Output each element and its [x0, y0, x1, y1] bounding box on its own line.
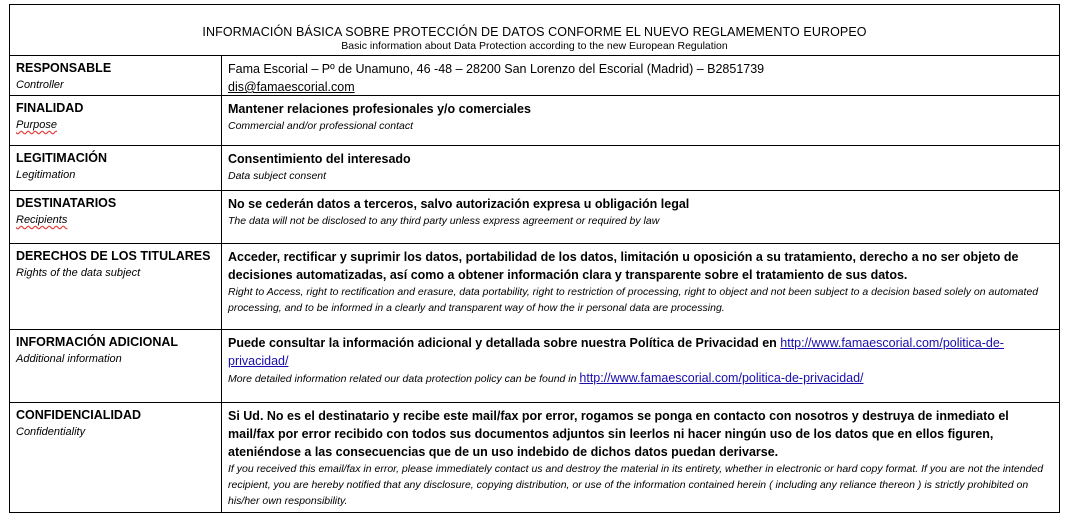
value-en: The data will not be disclosed to any third party unless express agreement or required by law: [228, 215, 660, 227]
controller-address: Fama Escorial – Pº de Unamuno, 46 -48 – 28200 San Lorenzo del Escorial (Madrid) – B2851739: [228, 62, 765, 76]
value-cell: [222, 330, 1059, 402]
label-en: Rights of the data subject: [16, 267, 141, 279]
label-en: Controller: [16, 79, 64, 91]
label-en: Purpose: [16, 119, 57, 131]
label-es: DERECHOS DE LOS TITULARES: [16, 249, 211, 263]
value-es: Acceder, rectificar y suprimir los datos, portabilidad de los datos, limitación u oposición a su tratamiento, derecho a no ser objeto de decisiones automatizadas, así como a obtener información clara y transparente sobre el tratamiento de sus datos.: [228, 250, 1019, 282]
value-en: If you received this email/fax in error, please immediately contact us and destroy the material in its entirety, whether in electronic or hard copy format. If you are not the intended recipient, you are hereby notified that any disclosure, copying distribution, or use of the information contained herein ( including any reliance thereon ) is strictly prohibited on his/her own responsibility.: [228, 463, 1044, 507]
label-cell: [10, 330, 222, 402]
value-es: No se cederán datos a terceros, salvo autorización expresa u obligación legal: [228, 197, 690, 211]
label-cell: [10, 96, 222, 145]
value-cell: [222, 96, 1059, 145]
label-en: Legitimation: [16, 169, 76, 181]
data-protection-table: [9, 4, 1060, 513]
table-row-legitimation: [10, 146, 1059, 191]
value-es: Si Ud. No es el destinatario y recibe este mail/fax por error, rogamos se ponga en contacto con nosotros y destruya de inmediato el mail/fax por error recibido con todos sus documentos adjuntos sin leerlos ni hacer ningún uso de los datos que en ellos figuren, ateniéndose a las consecuencias que de un uso indebido de dichos datos puedan derivarse.: [228, 409, 1009, 459]
label-cell: [10, 56, 222, 95]
value-en-text: More detailed information related our data protection policy can be found in: [228, 373, 580, 385]
table-row-recipients: [10, 191, 1059, 244]
value-es-text: Puede consultar la información adicional y detallada sobre nuestra Política de Privacidad en: [228, 336, 781, 350]
value-en: [228, 370, 1053, 387]
table-row-additional-info: [10, 330, 1059, 403]
label-cell: [10, 191, 222, 243]
label-cell: [10, 146, 222, 190]
label-en: Additional information: [16, 353, 122, 365]
label-cell: [10, 403, 222, 512]
controller-email[interactable]: dis@famaescorial.com: [228, 80, 355, 94]
value-cell: [222, 244, 1059, 329]
label-es: INFORMACIÓN ADICIONAL: [16, 335, 179, 349]
value-cell: [222, 191, 1059, 243]
value-es: Mantener relaciones profesionales y/o comerciales: [228, 102, 531, 116]
table-row-confidentiality: [10, 403, 1059, 512]
table-row-rights: [10, 244, 1059, 330]
label-es: LEGITIMACIÓN: [16, 151, 107, 165]
label-es: DESTINATARIOS: [16, 196, 117, 210]
value-en: Right to Access, right to rectification and erasure, data portability, right to restriction of processing, right to object and not been subject to a decision based solely on automated processing, and to be informed in a clearly and transparent way of how the ir personal data are processing.: [228, 286, 1039, 314]
label-es: RESPONSABLE: [16, 61, 112, 75]
table-title: INFORMACIÓN BÁSICA SOBRE PROTECCIÓN DE DATOS CONFORME EL NUEVO REGLAMEMENTO EUROPEO: [202, 25, 867, 39]
value-cell: [222, 146, 1059, 190]
value-cell: [222, 403, 1059, 512]
value-cell: [222, 56, 1059, 95]
value-en: Data subject consent: [228, 170, 327, 182]
label-en: Recipients: [16, 214, 68, 226]
value-en: Commercial and/or professional contact: [228, 120, 414, 132]
value-es: [228, 334, 1053, 370]
label-es: CONFIDENCIALIDAD: [16, 408, 141, 422]
label-en: Confidentiality: [16, 426, 86, 438]
table-row-controller: [10, 56, 1059, 96]
label-es: FINALIDAD: [16, 101, 84, 115]
table-subtitle: Basic information about Data Protection according to the new European Regulation: [341, 40, 728, 52]
value-es: Consentimiento del interesado: [228, 152, 411, 166]
table-row-purpose: [10, 96, 1059, 146]
table-header: [10, 5, 1059, 56]
label-cell: [10, 244, 222, 329]
privacy-policy-link[interactable]: http://www.famaescorial.com/politica-de-privacidad/: [228, 336, 1004, 368]
privacy-policy-link-en[interactable]: http://www.famaescorial.com/politica-de-privacidad/: [579, 371, 864, 385]
